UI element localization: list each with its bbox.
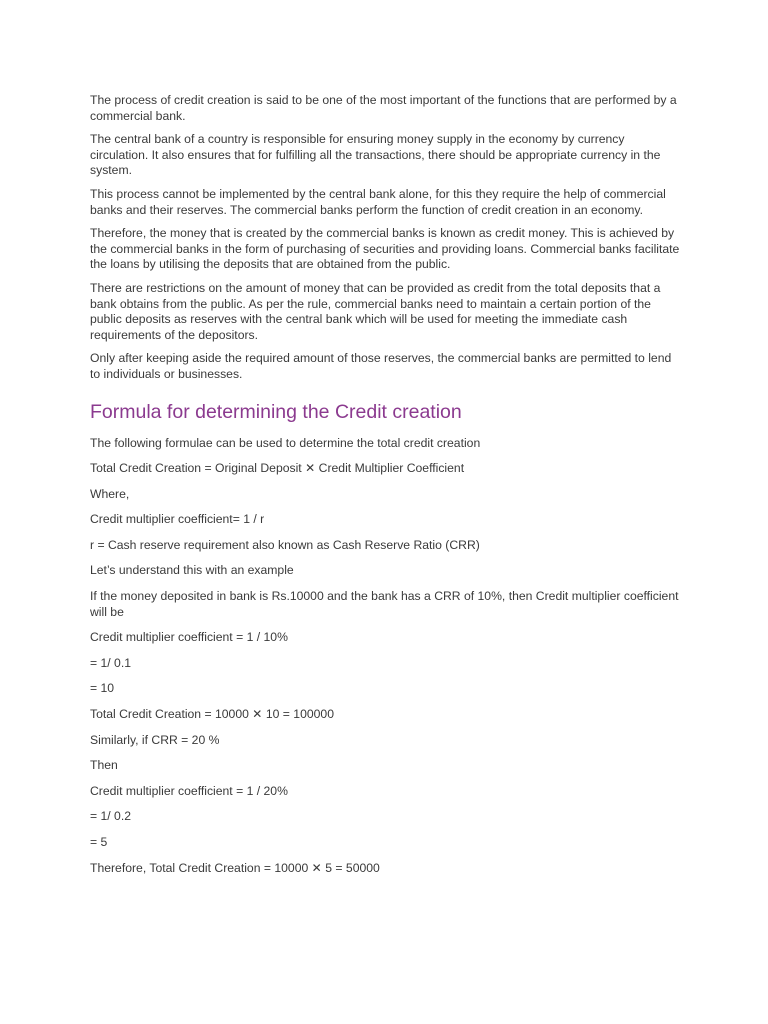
formula-line: Therefore, Total Credit Creation = 10000 ✕ 5 = 50000 <box>90 860 380 875</box>
formula-line: Total Credit Creation = 10000 ✕ 10 = 100000 <box>90 707 334 722</box>
intro-paragraph: This process cannot be implemented by the central bank alone, for this they require the help of commercial banks and their reserves. The commercial banks perform the function of credit creation in an economy. <box>90 186 666 217</box>
section-heading: Formula for determining the Credit creation <box>90 400 462 423</box>
formula-line: Similarly, if CRR = 20 % <box>90 732 220 747</box>
formula-line: If the money deposited in bank is Rs.10000 and the bank has a CRR of 10%, then Credit multiplier coefficient will be <box>90 589 679 619</box>
formula-line: = 1/ 0.1 <box>90 655 131 670</box>
formula-section <box>90 436 680 877</box>
formula-line: The following formulae can be used to determine the total credit creation <box>90 435 481 450</box>
formula-line: = 10 <box>90 681 115 696</box>
formula-line: Credit multiplier coefficient= 1 / r <box>90 512 265 527</box>
intro-paragraph: The process of credit creation is said to be one of the most important of the functions that are performed by a commercial bank. <box>90 93 677 123</box>
document-page <box>90 93 680 886</box>
intro-paragraph: Therefore, the money that is created by the commercial banks is known as credit money. This is achieved by the commercial banks in the form of purchasing of securities and providing loans. Commercial banks facilitate the loans by utilising the deposits that are obtained from the public. <box>90 226 680 272</box>
intro-paragraph: There are restrictions on the amount of money that can be provided as credit from the total deposits that a bank obtains from the public. As per the rule, commercial banks need to maintain a certain portion of the public deposits as reserves with the central bank which will be used for meeting the immediate cash requirements of the depositors. <box>90 280 661 342</box>
formula-line: Then <box>90 758 118 773</box>
intro-paragraph: Only after keeping aside the required amount of those reserves, the commercial banks are permitted to lend to individuals or businesses. <box>90 351 672 381</box>
formula-line: r = Cash reserve requirement also known as Cash Reserve Ratio (CRR) <box>90 537 480 552</box>
formula-line: Total Credit Creation = Original Deposit ✕ Credit Multiplier Coefficient <box>90 461 465 476</box>
intro-paragraph: The central bank of a country is responsible for ensuring money supply in the economy by currency circulation. It also ensures that for fulfilling all the transactions, there should be appropriate currency in the system. <box>90 132 661 178</box>
formula-line: Credit multiplier coefficient = 1 / 10% <box>90 630 288 645</box>
formula-line: Where, <box>90 486 130 501</box>
formula-line: Let’s understand this with an example <box>90 563 294 578</box>
formula-line: = 5 <box>90 835 108 849</box>
intro-section <box>90 93 680 383</box>
formula-line: = 1/ 0.2 <box>90 809 131 824</box>
formula-line: Credit multiplier coefficient = 1 / 20% <box>90 783 288 798</box>
